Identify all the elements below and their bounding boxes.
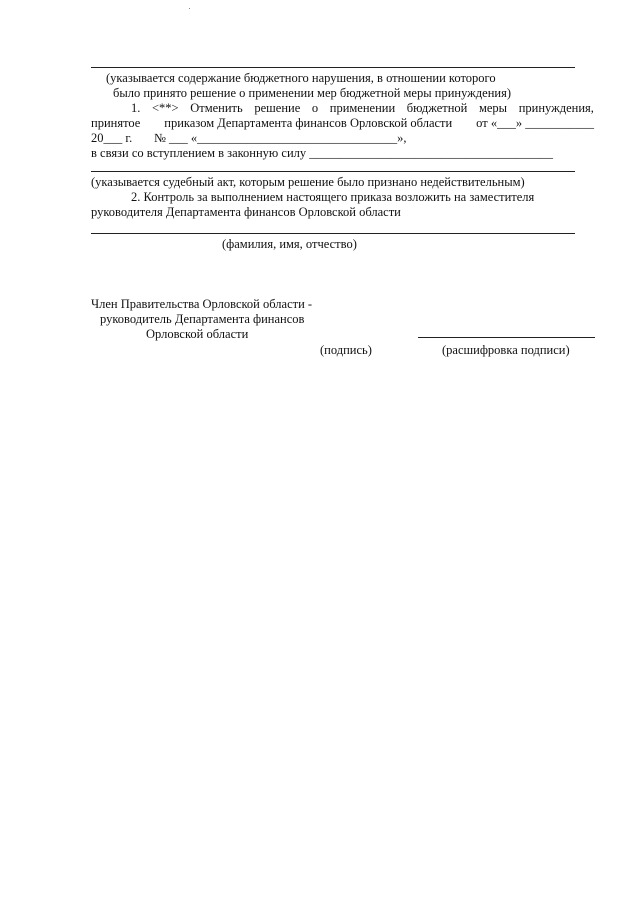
item1-number-field: № ___ «________________________________», [154,131,407,145]
item1-word: 1. [131,101,141,115]
scan-speck [189,8,190,9]
signatory-line2: руководитель Департамента финансов [100,312,305,326]
signature-label: (подпись) [320,343,372,357]
item1-word: Отменить [190,101,243,115]
item1-year: 20___ г. [91,131,133,145]
court-act-rule [91,171,575,172]
note-violation-line1: (указывается содержание бюджетного нарушения, в отношении которого [106,71,496,85]
item1-accepted: принятое [91,116,141,130]
item2-line1: 2. Контроль за выполнением настоящего приказа возложить на заместителя [131,190,535,204]
item1-court-entry: в связи со вступлением в законную силу _______________________________________ [91,146,553,160]
item1-word: меры [478,101,508,115]
item1-word: применении [329,101,396,115]
fio-rule [91,233,575,234]
note-court-act: (указывается судебный акт, которым решение было признано недействительным) [91,175,525,189]
item1-date-field: от «___» ___________ [476,116,594,130]
signature-decoding-rule [418,337,595,338]
item1-word: принуждения, [518,101,594,115]
item1-word: о [311,101,319,115]
item1-line2 [91,116,594,131]
note-violation-line2: было принято решение о применении мер бюджетной меры принуждения) [113,86,511,100]
item1-line1 [131,101,594,116]
signatory-line3: Орловской области [146,327,249,341]
item1-word: бюджетной [406,101,468,115]
item1-order-by: приказом Департамента финансов Орловской области [164,116,453,130]
item1-word: решение [254,101,301,115]
item2-line2: руководителя Департамента финансов Орловской области [91,205,401,219]
violation-content-rule [91,67,575,68]
signature-decoding-label: (расшифровка подписи) [442,343,570,357]
note-fio: (фамилия, имя, отчество) [222,237,357,251]
signatory-line1: Член Правительства Орловской области - [91,297,313,311]
item1-word: <**> [152,101,179,115]
